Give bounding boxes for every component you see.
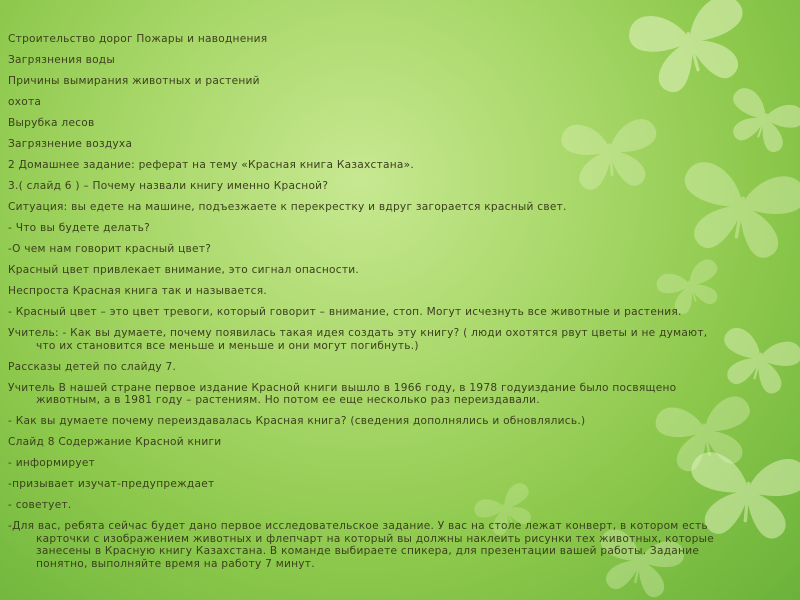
- text-line: Неспроста Красная книга так и называется.: [8, 285, 267, 297]
- text-line: - Как вы думаете почему переиздавалась Красная книга? (сведения дополнялись и обновлялись.): [8, 415, 586, 427]
- text-line: Загрязнение воздуха: [8, 138, 133, 150]
- text-line: -Для вас, ребята сейчас будет дано первое исследовательское задание. У вас на столе лежат конверт, в котором есть: [8, 520, 708, 532]
- text-line: -призывает изучат-предупреждает: [8, 478, 215, 490]
- text-line: Вырубка лесов: [8, 117, 95, 129]
- text-line: Учитель В нашей стране первое издание Красной книги вышло в 1966 году, в 1978 годуиздание было посвящено: [8, 381, 677, 394]
- text-line: Ситуация: вы едете на машине, подъезжаете к перекрестку и вдруг загорается красный свет.: [8, 201, 567, 213]
- text-line: Учитель: - Как вы думаете, почему появилась такая идея создать эту книгу? ( люди охотятся рвут цветы и не думают,: [8, 327, 708, 339]
- text-line: понятно, выполняйте время на работу 7 минут.: [36, 557, 315, 570]
- slide-text: [8, 33, 792, 579]
- text-line: охота: [8, 96, 42, 108]
- text-line: - Что вы будете делать?: [8, 222, 151, 234]
- text-line: занесены в Красную книгу Казахстана. В команде выбираете спикера, для презентации вашей работы. Задание: [36, 545, 700, 557]
- text-line: Причины вымирания животных и растений: [8, 75, 260, 87]
- paragraph: [8, 327, 792, 352]
- paragraph: [8, 382, 792, 407]
- text-line: Красный цвет привлекает внимание, это сигнал опасности.: [8, 264, 360, 276]
- text-line: Слайд 8 Содержание Красной книги: [8, 436, 222, 448]
- text-line: - информирует: [8, 457, 96, 469]
- text-line: -О чем нам говорит красный цвет?: [8, 243, 212, 255]
- text-line: Рассказы детей по слайду 7.: [8, 360, 177, 373]
- text-line: Загрязнения воды: [8, 54, 115, 66]
- text-line: - советует.: [8, 499, 72, 511]
- text-line: что их становится все меньше и меньше и они могут погибнуть.): [36, 339, 419, 352]
- text-line: карточки с изображением животных и флепчарт на который вы должны наклеить рисунки тех животных, которые: [36, 532, 714, 545]
- paragraph: [8, 520, 792, 570]
- text-line: Строительство дорог Пожары и наводнения: [8, 33, 268, 45]
- text-line: - Красный цвет – это цвет тревоги, который говорит – внимание, стоп. Могут исчезнуть все животные и растения.: [8, 306, 682, 318]
- text-line: животным, а в 1981 году – растениям. Но потом ее еще несколько раз переиздавали.: [36, 394, 540, 406]
- text-line: 3.( слайд 6 ) – Почему назвали книгу именно Красной?: [8, 180, 329, 192]
- homework-line: 2 Домашнее задание: реферат на тему «Красная книга Казахстана».: [8, 159, 415, 171]
